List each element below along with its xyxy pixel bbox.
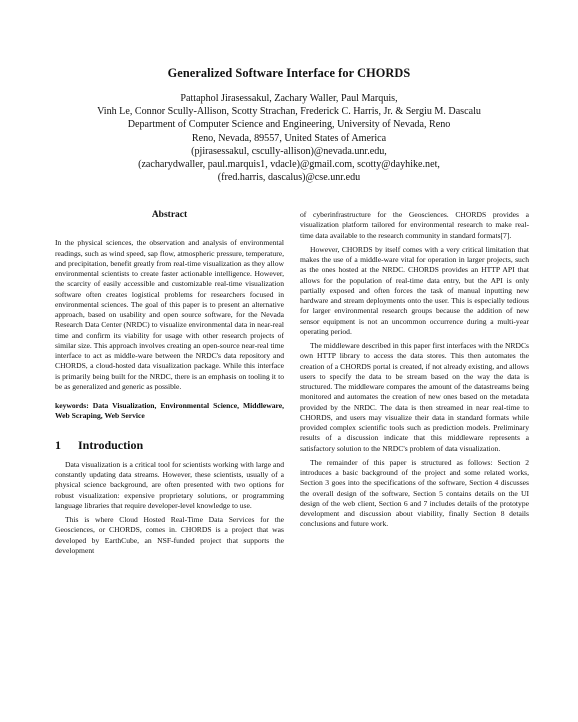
body-paragraph: However, CHORDS by itself comes with a very critical limitation that makes the use of a middle-ware vital for operation in larger projects, such as the ones hosted at the NRDC. CHORDS provides an HTTP API that allows for the population of real-time data entry, but the API is only partially exposed and often forces the task of manual inputting new hardware and stream deployments onto the user. This is especially tedious for larger environmental research groups because the addition of new sensor equipment is not an uncommon occurrence during a multi-year operating period. xyxy=(300,244,529,336)
email-line: (zacharydwaller, paul.marquis1, vdacle)@gmail.com, scotty@dayhike.net, xyxy=(138,159,440,171)
keywords-label: keywords: xyxy=(55,401,89,410)
author-line: Pattaphol Jirasessakul, Zachary Waller, Paul Marquis, xyxy=(180,93,398,104)
body-paragraph: The middleware described in this paper first interfaces with the NRDCs own HTTP library to access the data stores. This then automates the creation of a CHORDS portal is created, if not already existing, and allows users to specify the data to be stream based on the way the data is structured. The middleware compares the amount of the datastreams being monitored and automates the creation of new ones based on the metadata provided by the NRDC. The data is then streamed in near real-time to CHORDS, and users may visualize their data in standard formats while provided complex scientific tools such as prediction models. Preliminary results of a discussion indicate that this middleware represents a satisfactory solution to the NRDC's problem of data visualization. xyxy=(300,341,529,453)
email-line: (fred.harris, dascalus)@cse.unr.edu xyxy=(217,172,361,184)
body-paragraph: The remainder of this paper is structured as follows: Section 2 introduces a basic background of the project and some related works, Section 3 goes into the specifications of the software, Section 4 discusses the overall design of the software, Section 5 contains details on the UI design of the web client, Section 6 and 7 includes details of the prototype development and discussion about viability, finally Section 8 details conclusions and future work. xyxy=(300,457,529,529)
address-line: Reno, Nevada, 89557, United States of America xyxy=(191,132,387,144)
author-line: Vinh Le, Connor Scully-Allison, Scotty Strachan, Frederick C. Harris, Jr. & Sergiu M. Dascalu xyxy=(97,106,481,118)
body-paragraph: Data visualization is a critical tool for scientists working with large and constantly updating data streams. However, these scientists, usually of a physical science background, are often presented with two options for robust visualization: expensive proprietary solutions, or programming language libraries that require developer-level knowledge to use. xyxy=(55,459,284,510)
paper-title: Generalized Software Interface for CHORDS xyxy=(167,66,411,80)
body-paragraph: of cyberinfrastructure for the Geosciences. CHORDS provides a visualization platform tailored for environmental research to make real-time data available to the research community in standard formats[7]. xyxy=(300,210,529,240)
keywords-text: Data Visualization, Environmental Science, Middleware, Web Scraping, Web Service xyxy=(55,401,284,421)
section-number: 1 xyxy=(55,437,61,452)
email-line: (pjirasessakul, cscully-allison)@nevada.unr.edu, xyxy=(191,145,387,157)
abstract-text: In the physical sciences, the observation and analysis of environmental readings, such as wind speed, sap flow, atmospheric pressure, temperature, and precipitation, benefit greatly from real-time visualization as they allow environmental scientists to create faster actionable intelligence. However, the scarcity of easily accessible and customizable real-time visualization software often creates logistical problems for researchers focused in environmental sciences. The goal of this paper is to present an alternative approach, based on usability and open source software, for the Nevada Research Data Center (NRDC) to visualize environmental data in near-real time and confirm its viability for usage with other research projects of similar size. This approach involves creating an open-source near-real time interface to act as middle-ware between the NRDC's data repository and CHORDS, a cloud-hosted data visualization package. While this interface is primarily being built for the NRDC, there is an emphasis on tooling it to be as generalized and generic as possible. xyxy=(55,238,284,391)
author-block xyxy=(0,92,578,184)
section-title: Introduction xyxy=(78,437,144,452)
abstract-heading: Abstract xyxy=(151,210,188,220)
section-heading-introduction xyxy=(55,437,284,452)
right-column xyxy=(300,210,529,530)
keywords xyxy=(55,401,284,422)
body-paragraph: This is where Cloud Hosted Real-Time Data Services for the Geosciences, or CHORDS, comes in. CHORDS is a project that was developed by EarthCube, an NSF-funded project that supports the development xyxy=(55,515,284,555)
left-column xyxy=(55,210,284,556)
affiliation-line: Department of Computer Science and Engineering, University of Nevada, Reno xyxy=(127,119,451,131)
